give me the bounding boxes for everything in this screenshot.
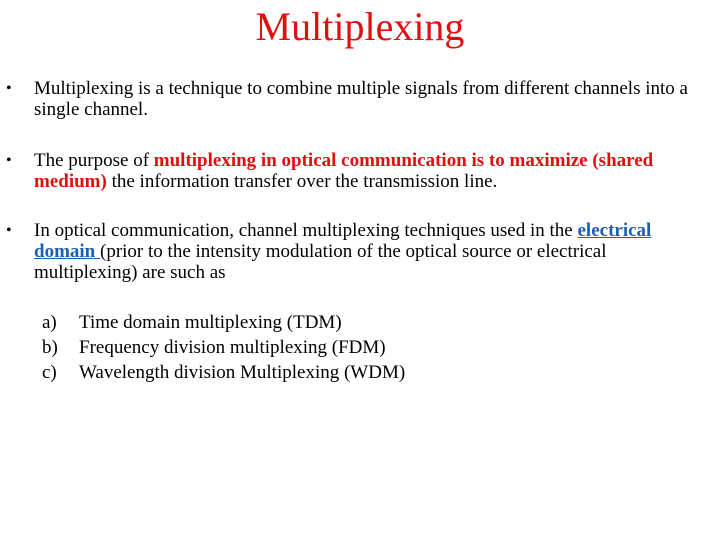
bullet-2-text	[6, 150, 706, 192]
list-item-text: Frequency division multiplexing (FDM)	[79, 337, 386, 358]
bullet-icon: •	[6, 152, 12, 169]
bullet-2-highlight: multiplexing in optical communication is to maximize (shared medium)	[34, 150, 654, 192]
list-item-text: Wavelength division Multiplexing (WDM)	[79, 362, 406, 383]
technique-list	[42, 310, 405, 385]
bullet-2-post: the information transfer over the transmission line.	[106, 171, 498, 192]
list-item	[42, 360, 405, 385]
bullet-3-post: (prior to the intensity modulation of the optical source or electrical multiplexing) are such as	[34, 241, 607, 283]
bullet-3-text	[6, 220, 706, 283]
slide-title: Multiplexing	[255, 4, 465, 49]
bullet-1	[6, 78, 706, 120]
list-marker: a)	[42, 312, 57, 333]
list-item-text: Time domain multiplexing (TDM)	[79, 312, 342, 333]
bullet-icon: •	[6, 222, 12, 239]
bullet-1-text: Multiplexing is a technique to combine multiple signals from different channels into a single channel.	[34, 78, 688, 120]
list-item	[42, 335, 405, 360]
bullet-3-pre: In optical communication, channel multiplexing techniques used in the	[34, 220, 578, 241]
bullet-3	[6, 220, 706, 283]
list-item	[42, 310, 405, 335]
bullet-2	[6, 150, 706, 192]
electrical-domain-link[interactable]: electrical domain	[34, 220, 652, 262]
bullet-2-pre: The purpose of	[34, 150, 154, 171]
bullet-icon: •	[6, 80, 12, 97]
list-marker: b)	[42, 337, 58, 358]
list-marker: c)	[42, 362, 57, 383]
